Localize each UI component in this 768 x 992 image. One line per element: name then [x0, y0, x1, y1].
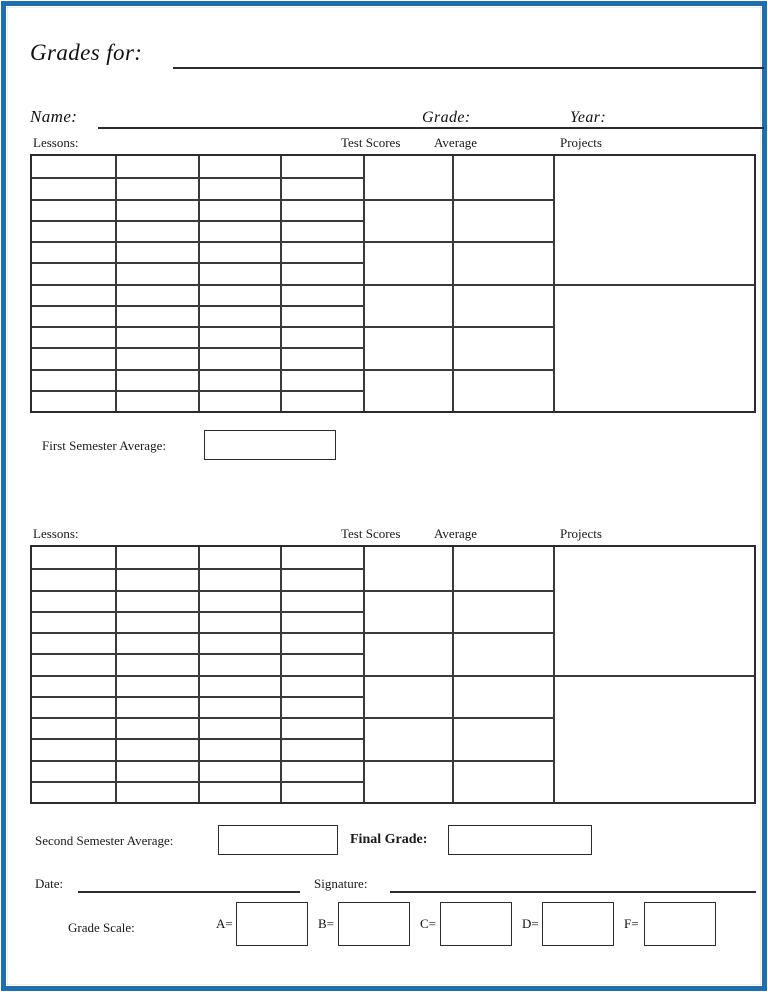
lesson-cell[interactable] [280, 369, 363, 390]
lesson-cell[interactable] [32, 590, 115, 611]
lesson-cell[interactable] [198, 696, 281, 717]
projects-cell[interactable] [553, 547, 754, 675]
second-semester-grade-table[interactable] [30, 545, 756, 804]
header-projects: Projects [560, 135, 602, 150]
lesson-cell[interactable] [198, 326, 281, 347]
lesson-cell[interactable] [32, 284, 115, 305]
grade-scale-input[interactable] [644, 902, 716, 946]
average-cell[interactable] [452, 369, 553, 412]
lesson-cell[interactable] [280, 241, 363, 262]
header-lessons: Lessons: [33, 135, 79, 150]
lesson-cell[interactable] [32, 156, 115, 177]
grade-label: Grade: [422, 109, 471, 126]
lesson-cell[interactable] [198, 369, 281, 390]
lesson-cell[interactable] [198, 653, 281, 674]
lesson-cell[interactable] [32, 632, 115, 653]
lesson-cell[interactable] [115, 717, 198, 738]
lesson-cell[interactable] [32, 675, 115, 696]
lesson-cell[interactable] [32, 305, 115, 326]
header-average: Average [434, 135, 478, 150]
lesson-cell[interactable] [280, 611, 363, 632]
projects-cell[interactable] [553, 284, 754, 412]
lesson-cell[interactable] [115, 156, 198, 177]
lesson-cell[interactable] [198, 156, 281, 177]
lesson-cell[interactable] [115, 241, 198, 262]
grade-scale-input[interactable] [236, 902, 308, 946]
lesson-cell[interactable] [280, 632, 363, 653]
lesson-cell[interactable] [198, 738, 281, 759]
lesson-cell[interactable] [32, 568, 115, 589]
lesson-cell[interactable] [115, 696, 198, 717]
test-score-cell[interactable] [363, 632, 452, 675]
name-label: Name: [30, 107, 78, 126]
average-cell[interactable] [452, 241, 553, 284]
lesson-cell[interactable] [280, 220, 363, 241]
lesson-cell[interactable] [115, 284, 198, 305]
final-grade-label: Final Grade: [350, 832, 428, 847]
lesson-cell[interactable] [115, 781, 198, 802]
lesson-cell[interactable] [280, 653, 363, 674]
test-score-cell[interactable] [363, 760, 452, 803]
lesson-cell[interactable] [198, 262, 281, 283]
second-semester-average-input[interactable] [218, 825, 338, 855]
lesson-cell[interactable] [198, 611, 281, 632]
lesson-cell[interactable] [115, 547, 198, 568]
projects-cell[interactable] [553, 675, 754, 803]
lesson-cell[interactable] [198, 347, 281, 368]
test-score-cell[interactable] [363, 156, 452, 199]
lesson-cell[interactable] [198, 547, 281, 568]
lesson-cell[interactable] [115, 590, 198, 611]
lesson-cell[interactable] [115, 760, 198, 781]
lesson-cell[interactable] [115, 220, 198, 241]
lesson-cell[interactable] [280, 326, 363, 347]
lesson-cell[interactable] [32, 653, 115, 674]
test-score-cell[interactable] [363, 241, 452, 284]
header-projects-2: Projects [560, 526, 602, 541]
lesson-cell[interactable] [280, 568, 363, 589]
lesson-cell[interactable] [198, 284, 281, 305]
header-average-2: Average [434, 526, 478, 541]
lesson-cell[interactable] [198, 632, 281, 653]
grade-scale-row [30, 902, 756, 954]
first-table-column-headers [30, 135, 756, 153]
grade-scale-letter: B= [318, 916, 335, 931]
lesson-cell[interactable] [32, 347, 115, 368]
lesson-cell[interactable] [32, 369, 115, 390]
lesson-cell[interactable] [32, 781, 115, 802]
first-semester-grade-table[interactable] [30, 154, 756, 413]
lesson-cell[interactable] [280, 590, 363, 611]
page-title: Grades for: [30, 40, 143, 65]
signature-write-line[interactable] [390, 891, 756, 893]
lesson-cell[interactable] [32, 390, 115, 411]
average-cell[interactable] [452, 326, 553, 369]
lesson-cell[interactable] [32, 696, 115, 717]
test-score-cell[interactable] [363, 547, 452, 590]
test-score-cell[interactable] [363, 675, 452, 718]
lesson-cell[interactable] [32, 262, 115, 283]
lesson-cell[interactable] [32, 547, 115, 568]
title-write-line[interactable] [173, 67, 764, 69]
lesson-cell[interactable] [280, 284, 363, 305]
grade-scale-input[interactable] [338, 902, 410, 946]
lesson-cell[interactable] [115, 177, 198, 198]
first-semester-average-row [30, 430, 530, 460]
name-write-line[interactable] [98, 127, 412, 129]
lesson-cell[interactable] [198, 568, 281, 589]
second-table-column-headers [30, 526, 756, 544]
lesson-cell[interactable] [32, 738, 115, 759]
lesson-cell[interactable] [198, 590, 281, 611]
test-score-cell[interactable] [363, 590, 452, 633]
grade-scale-letter: F= [624, 916, 639, 931]
lesson-cell[interactable] [115, 675, 198, 696]
date-label: Date: [35, 876, 64, 891]
lesson-cell[interactable] [280, 717, 363, 738]
lesson-cell[interactable] [280, 305, 363, 326]
lesson-cell[interactable] [198, 760, 281, 781]
lesson-cell[interactable] [32, 241, 115, 262]
lesson-cell[interactable] [115, 262, 198, 283]
grade-scale-letter: C= [420, 916, 437, 931]
lesson-cell[interactable] [115, 738, 198, 759]
lesson-cell[interactable] [115, 199, 198, 220]
lesson-cell[interactable] [115, 347, 198, 368]
projects-cell[interactable] [553, 156, 754, 284]
lesson-cell[interactable] [198, 220, 281, 241]
lesson-cell[interactable] [198, 241, 281, 262]
lesson-cell[interactable] [115, 611, 198, 632]
header-lessons-2: Lessons: [33, 526, 79, 541]
lesson-cell[interactable] [115, 632, 198, 653]
date-write-line[interactable] [78, 891, 300, 893]
lesson-cell[interactable] [198, 177, 281, 198]
lesson-cell[interactable] [280, 547, 363, 568]
lesson-cell[interactable] [32, 220, 115, 241]
average-cell[interactable] [452, 590, 553, 633]
lesson-cell[interactable] [32, 326, 115, 347]
lesson-cell[interactable] [198, 717, 281, 738]
test-score-cell[interactable] [363, 369, 452, 412]
lesson-cell[interactable] [280, 696, 363, 717]
test-score-cell[interactable] [363, 717, 452, 760]
identity-row [30, 106, 742, 132]
lesson-cell[interactable] [198, 781, 281, 802]
lesson-cell[interactable] [32, 199, 115, 220]
grade-scale-input[interactable] [440, 902, 512, 946]
lesson-cell[interactable] [32, 717, 115, 738]
lesson-cell[interactable] [115, 390, 198, 411]
average-cell[interactable] [452, 675, 553, 718]
lesson-cell[interactable] [280, 156, 363, 177]
first-semester-average-input[interactable] [204, 430, 336, 460]
grade-scale-letter: A= [216, 916, 233, 931]
lesson-cell[interactable] [280, 199, 363, 220]
second-semester-average-row [30, 825, 670, 855]
lesson-cell[interactable] [32, 760, 115, 781]
average-cell[interactable] [452, 547, 553, 590]
first-semester-average-label: First Semester Average: [42, 438, 166, 453]
lesson-cell[interactable] [280, 262, 363, 283]
average-cell[interactable] [452, 632, 553, 675]
lesson-cell[interactable] [198, 675, 281, 696]
average-cell[interactable] [452, 717, 553, 760]
average-cell[interactable] [452, 760, 553, 803]
average-cell[interactable] [452, 284, 553, 327]
test-score-cell[interactable] [363, 326, 452, 369]
lesson-cell[interactable] [198, 305, 281, 326]
title-row [30, 38, 742, 78]
lesson-cell[interactable] [32, 611, 115, 632]
lesson-cell[interactable] [115, 305, 198, 326]
lesson-cell[interactable] [280, 177, 363, 198]
average-cell[interactable] [452, 156, 553, 199]
lesson-cell[interactable] [280, 781, 363, 802]
lesson-cell[interactable] [280, 390, 363, 411]
grade-scale-input[interactable] [542, 902, 614, 946]
test-score-cell[interactable] [363, 199, 452, 242]
test-score-cell[interactable] [363, 284, 452, 327]
grade-scale-label: Grade Scale: [68, 920, 135, 935]
lesson-cell[interactable] [115, 369, 198, 390]
form-sheet [7, 7, 761, 985]
lesson-cell[interactable] [280, 738, 363, 759]
lesson-cell[interactable] [280, 347, 363, 368]
first-table-grid [32, 156, 754, 411]
lesson-cell[interactable] [115, 568, 198, 589]
year-label: Year: [570, 109, 607, 126]
grade-scale-letter: D= [522, 916, 539, 931]
second-semester-average-label: Second Semester Average: [35, 833, 174, 848]
lesson-cell[interactable] [280, 675, 363, 696]
lesson-cell[interactable] [280, 760, 363, 781]
date-signature-row [30, 874, 756, 898]
second-table-grid [32, 547, 754, 802]
lesson-cell[interactable] [32, 177, 115, 198]
lesson-cell[interactable] [115, 653, 198, 674]
signature-label: Signature: [314, 876, 368, 891]
lesson-cell[interactable] [198, 390, 281, 411]
lesson-cell[interactable] [198, 199, 281, 220]
lesson-cell[interactable] [115, 326, 198, 347]
final-grade-input[interactable] [448, 825, 592, 855]
header-test-scores: Test Scores [341, 135, 401, 150]
average-cell[interactable] [452, 199, 553, 242]
header-test-scores-2: Test Scores [341, 526, 401, 541]
